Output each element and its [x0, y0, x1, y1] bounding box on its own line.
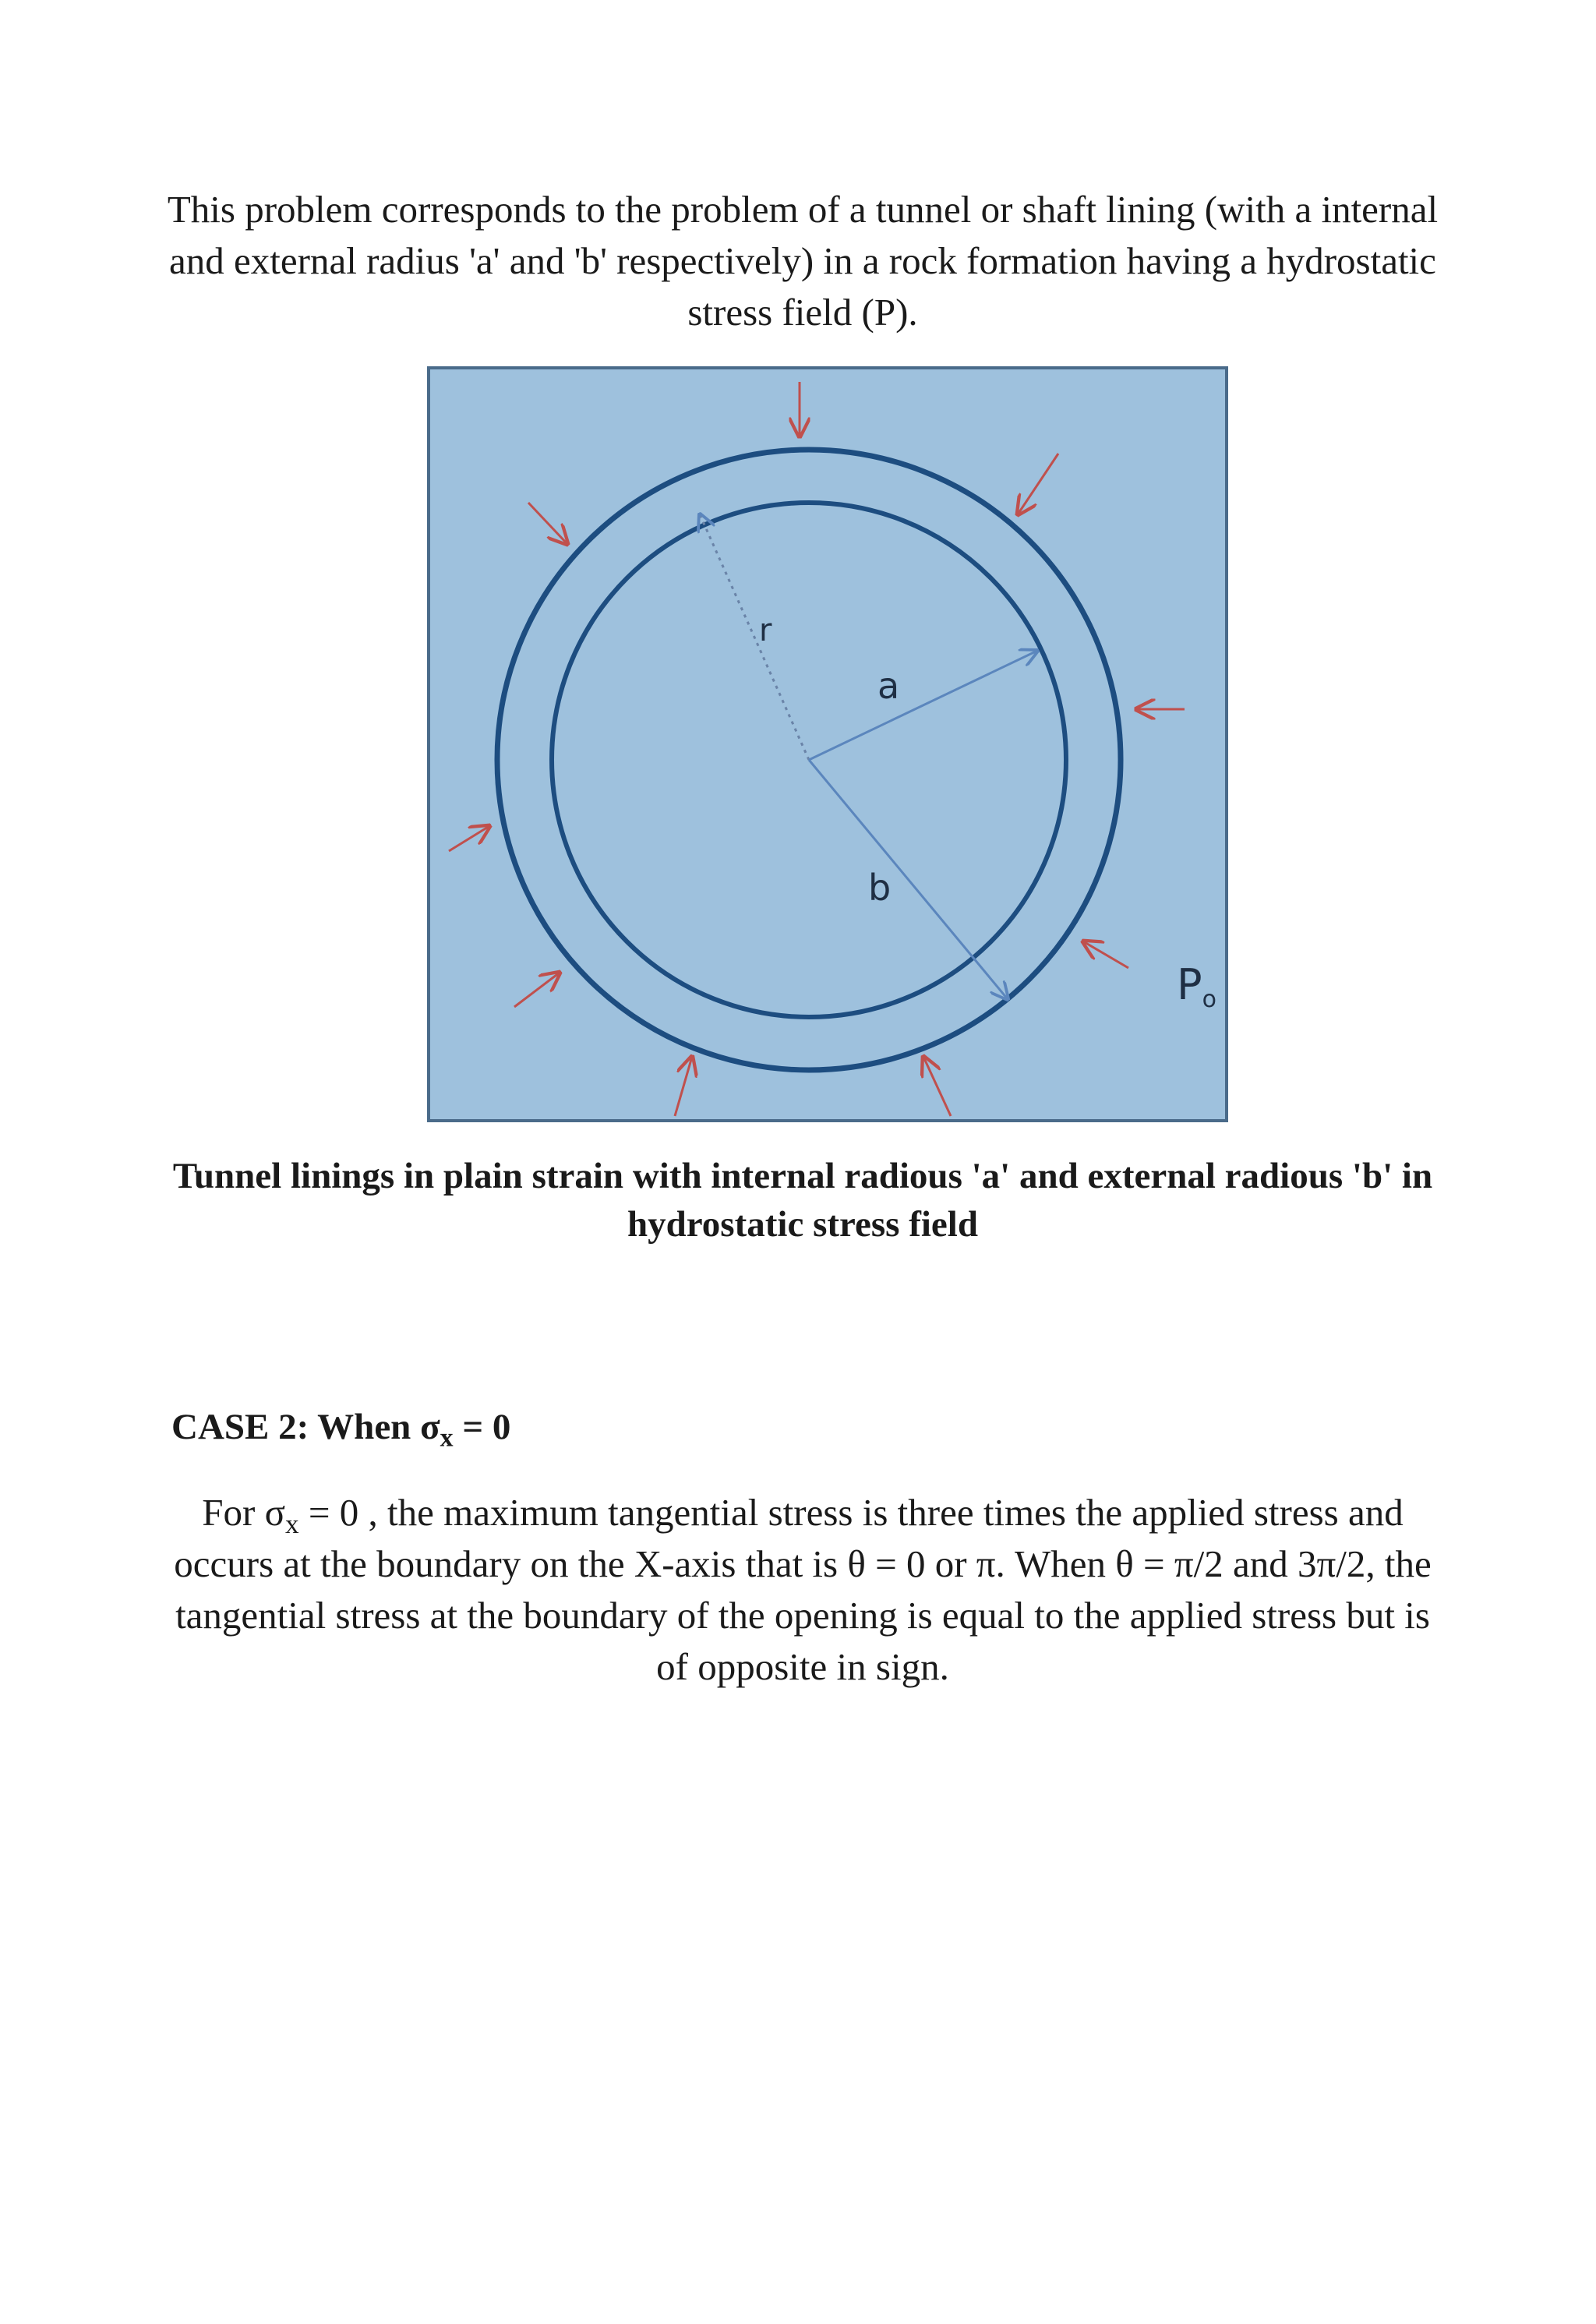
- sigma-subscript: x: [285, 1508, 299, 1539]
- radius-b-label: b: [868, 867, 892, 909]
- radius-r-label: r: [759, 613, 772, 648]
- tunnel-lining-figure: [427, 366, 1228, 1122]
- case-2-heading-value: = 0: [453, 1407, 511, 1447]
- case-2-paragraph-text: = 0 , the maximum tangential stress is three times the applied stress and occurs at the boundary on the X-axis that is θ = 0 or π. When θ = π/2 and 3π/2, the tangential stress at the boundary of the opening is equal to the applied stress but is of opposite in sign.: [174, 1491, 1432, 1688]
- tunnel-lining-diagram: [427, 366, 1228, 1122]
- diagram-background: [429, 368, 1227, 1121]
- case-2-heading: [171, 1403, 510, 1451]
- radius-a-label: a: [877, 665, 900, 707]
- figure-caption: Tunnel linings in plain strain with internal radious 'a' and external radious 'b' in hydrostatic stress field: [172, 1156, 1433, 1245]
- case-2-paragraph-lead: For σ: [202, 1491, 286, 1534]
- pressure-label: Po: [1177, 960, 1216, 1013]
- intro-paragraph: This problem corresponds to the problem of a tunnel or shaft lining (with a internal and external radius 'a' and 'b' respectively) in a rock formation having a hydrostatic stress field (P).: [167, 188, 1439, 334]
- case-2-paragraph: [156, 1487, 1449, 1693]
- case-2-heading-text: CASE 2: When σ: [171, 1407, 440, 1447]
- sigma-subscript: x: [440, 1423, 454, 1453]
